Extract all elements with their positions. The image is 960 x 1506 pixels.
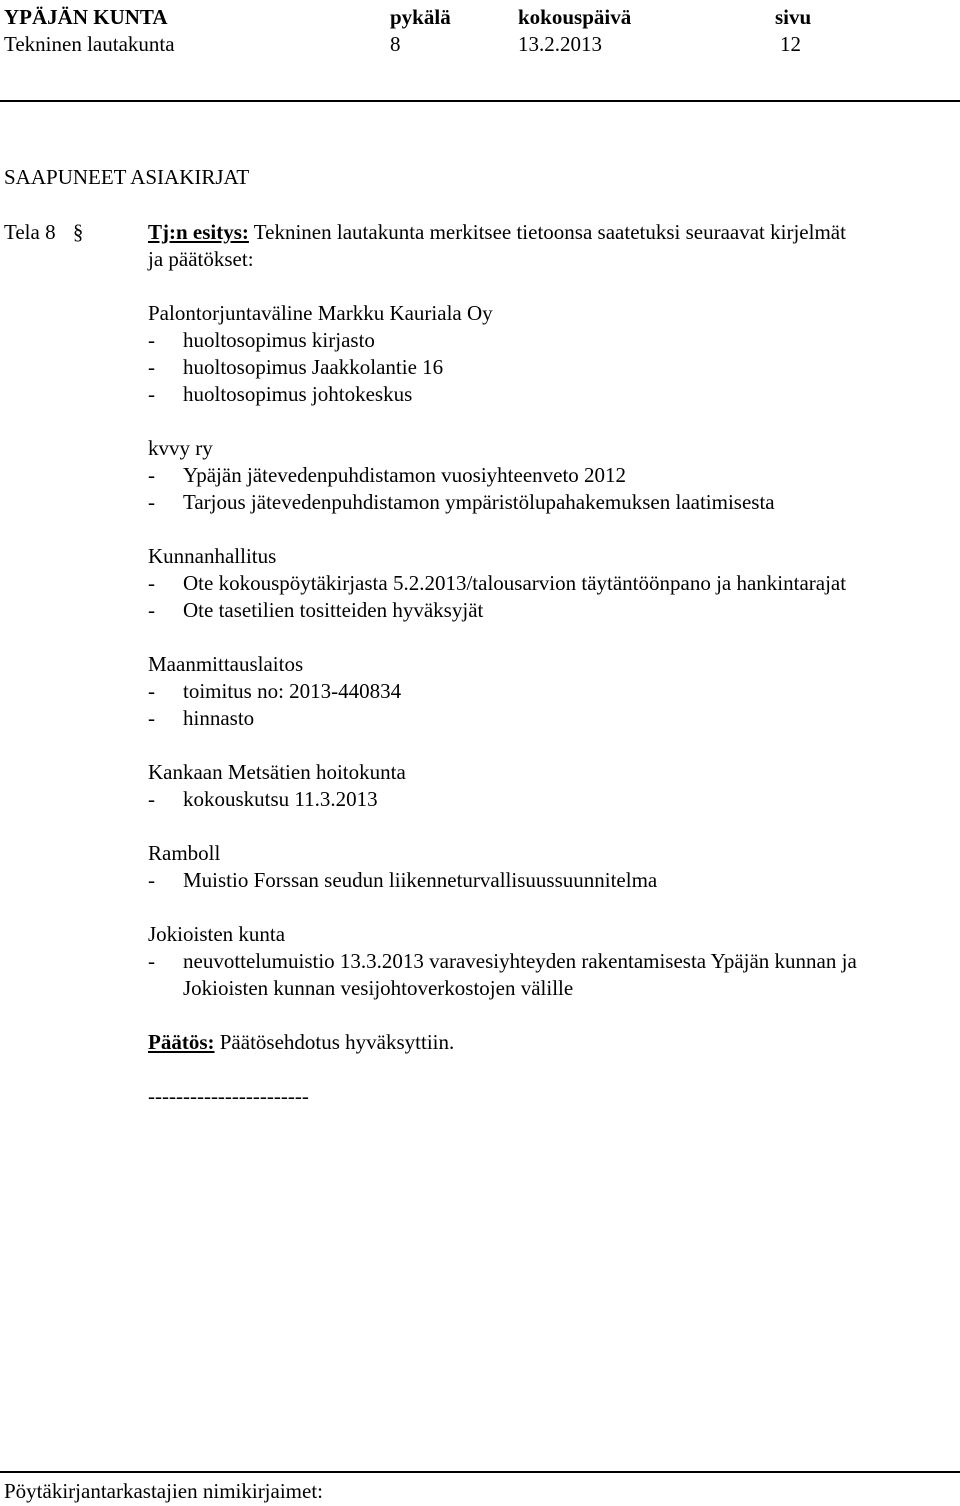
list-item: - kokouskutsu 11.3.2013: [148, 787, 378, 811]
decision-line: [148, 1029, 948, 1056]
proposal-line: [148, 219, 948, 246]
item-ref: [4, 219, 83, 246]
group-title: Maanmittauslaitos: [148, 652, 304, 676]
sivu-value: 12: [780, 32, 801, 56]
separator-line: -----------------------: [148, 1084, 309, 1108]
group-title: Kunnanhallitus: [148, 544, 277, 568]
list-item: - Ote tasetilien tositteiden hyväksyjät: [148, 598, 484, 622]
list-item: - neuvottelumuistio 13.3.2013 varavesiyhteyden rakentamisesta Ypäjän kunnan ja: [148, 949, 857, 973]
col-header-sivu: sivu: [775, 5, 812, 29]
group-title: Jokioisten kunta: [148, 922, 286, 946]
footer-rule: [0, 1471, 960, 1473]
header-rule: [0, 100, 960, 102]
pykala-value: 8: [390, 32, 401, 56]
list-item: - toimitus no: 2013-440834: [148, 679, 402, 703]
board-name: Tekninen lautakunta: [4, 32, 175, 56]
org-name: YPÄJÄN KUNTA: [4, 5, 168, 29]
list-item: - huoltosopimus johtokeskus: [148, 382, 413, 406]
group-title: Ramboll: [148, 841, 221, 865]
list-item: - Ote kokouspöytäkirjasta 5.2.2013/talousarvion täytäntöönpano ja hankintarajat: [148, 571, 847, 595]
col-header-pykala: pykälä: [390, 5, 451, 29]
item-ref-label: Tela 8: [4, 220, 56, 244]
list-item: - hinnasto: [148, 706, 255, 730]
list-item: - Tarjous jätevedenpuhdistamon ympäristölupahakemuksen laatimisesta: [148, 490, 775, 514]
list-item: - Ypäjän jätevedenpuhdistamon vuosiyhteenveto 2012: [148, 463, 627, 487]
proposal-text: Tekninen lautakunta merkitsee tietoonsa saatetuksi seuraavat kirjelmät: [248, 220, 846, 244]
list-item: - huoltosopimus Jaakkolantie 16: [148, 355, 444, 379]
group-title: Kankaan Metsätien hoitokunta: [148, 760, 406, 784]
body: [148, 219, 948, 1110]
group-title: Palontorjuntaväline Markku Kauriala Oy: [148, 301, 493, 325]
list-item-continuation: Jokioisten kunnan vesijohtoverkostojen välille: [183, 976, 574, 1000]
decision-label: Päätös:: [148, 1030, 215, 1054]
section-sign: §: [72, 220, 84, 244]
footer-label: Pöytäkirjantarkastajien nimikirjaimet:: [4, 1479, 323, 1503]
list-item: - huoltosopimus kirjasto: [148, 328, 375, 352]
decision-text: Päätösehdotus hyväksyttiin.: [214, 1030, 455, 1054]
list-item: - Muistio Forssan seudun liikenneturvallisuussuunnitelma: [148, 868, 658, 892]
proposal-continuation: ja päätökset:: [148, 247, 254, 271]
section-title: SAAPUNEET ASIAKIRJAT: [4, 165, 250, 189]
kokouspaiva-value: 13.2.2013: [518, 32, 602, 56]
col-header-kokouspaiva: kokouspäivä: [518, 5, 632, 29]
group-title: kvvy ry: [148, 436, 213, 460]
proposal-label: Tj:n esitys:: [148, 220, 249, 244]
